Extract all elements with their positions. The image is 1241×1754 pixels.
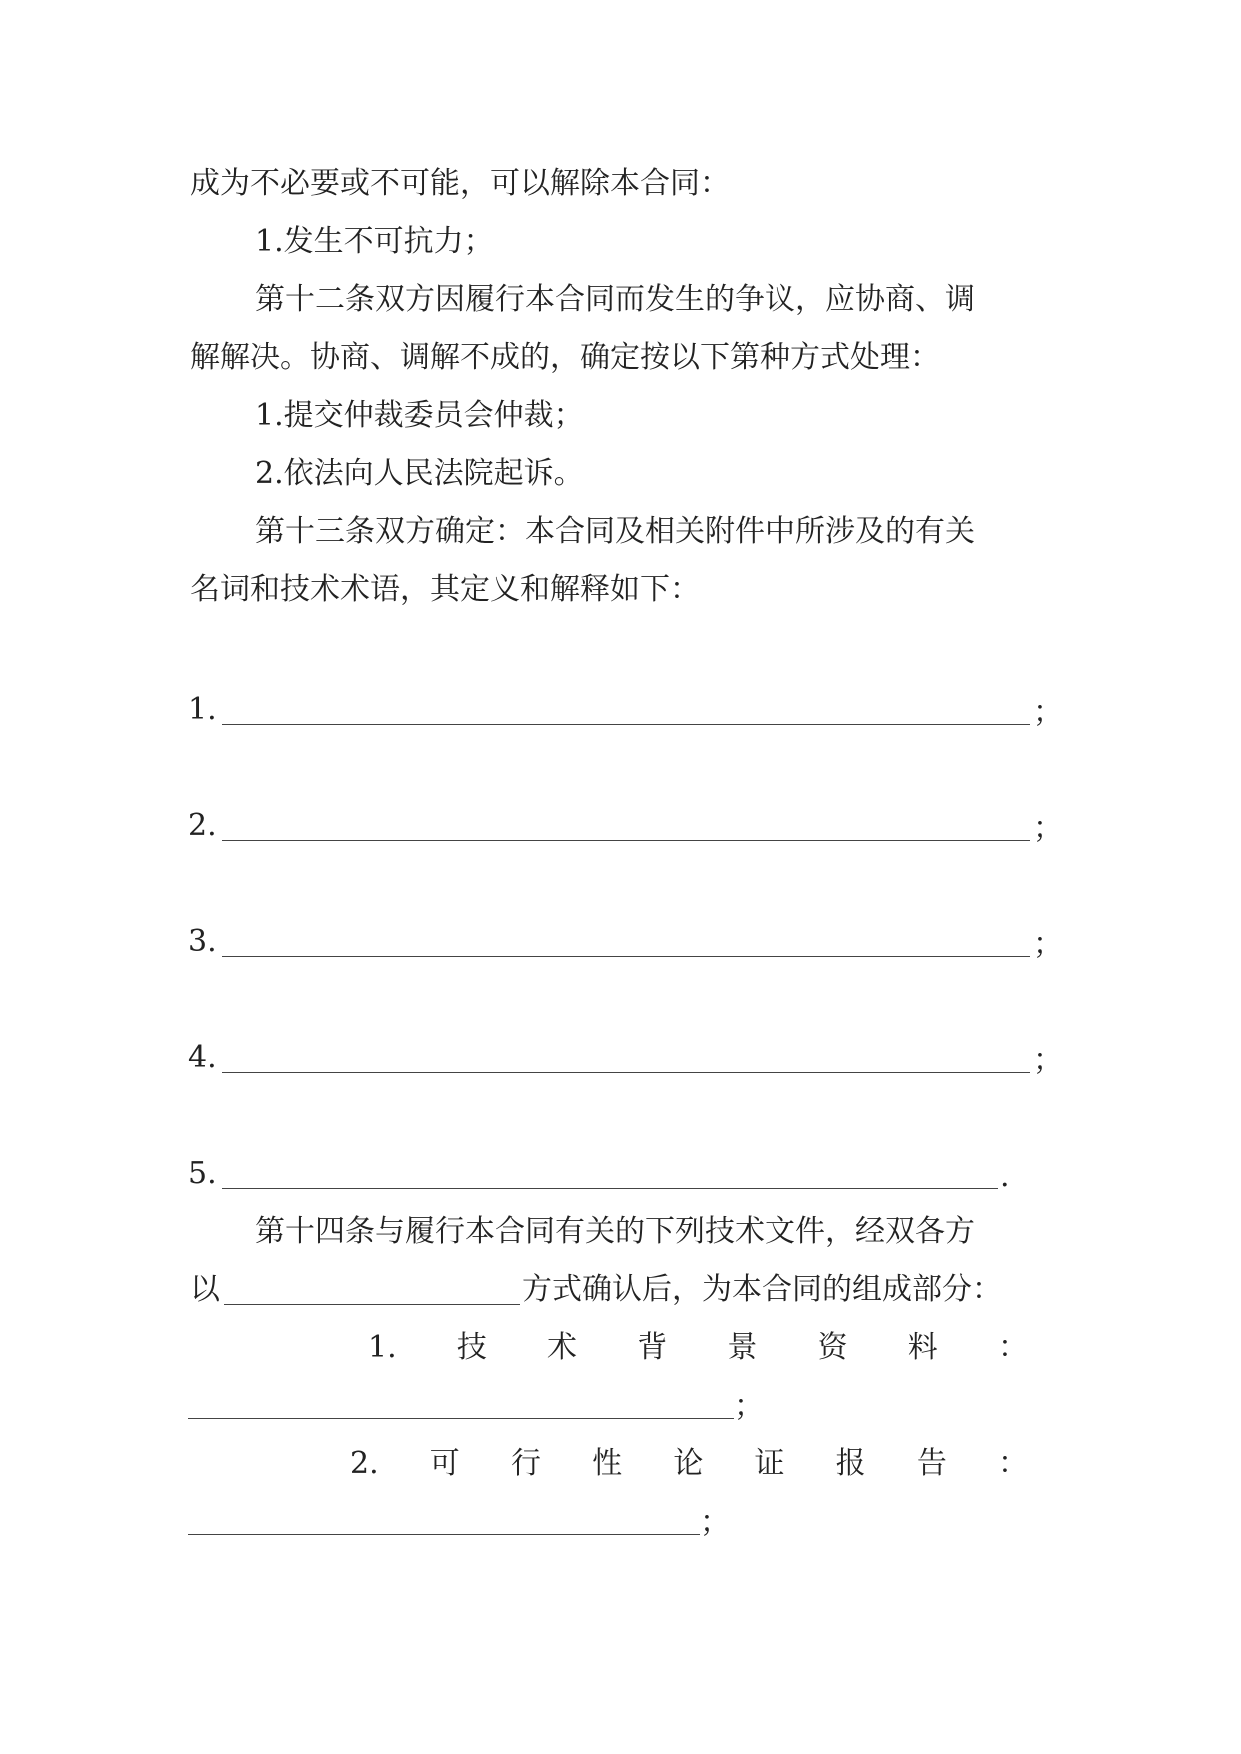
item-char: 背: [637, 1330, 668, 1365]
item-char: 证: [754, 1446, 785, 1481]
option-item: 2.依法向人民法院起诉。: [255, 456, 584, 491]
text-line: 解解决。协商、调解不成的，确定按以下第种方式处理：: [190, 340, 940, 375]
text-line: 名词和技术术语，其定义和解释如下：: [190, 572, 700, 607]
article-13-heading: 第十三条双方确定：本合同及相关附件中所涉及的有关: [255, 514, 975, 549]
item-char: 资: [817, 1330, 848, 1365]
definition-end: ；: [1033, 927, 1063, 962]
item-char: 论: [673, 1446, 704, 1481]
item-char: 景: [727, 1330, 758, 1365]
item-char: 术: [547, 1330, 577, 1365]
definition-number: 1.: [188, 692, 217, 727]
item-2-end: ；: [700, 1505, 730, 1540]
tech-doc-item-2: [350, 1444, 1028, 1484]
item-1-blank[interactable]: [188, 1418, 734, 1419]
option-item: 1.提交仲裁委员会仲裁；: [255, 398, 584, 433]
definition-number: 4.: [188, 1040, 217, 1075]
item-char: 告: [916, 1446, 947, 1481]
item-number: 2.: [350, 1446, 379, 1481]
item-char: 报: [835, 1446, 866, 1481]
item-colon: ：: [997, 1330, 1028, 1365]
article-14-prefix: 以: [190, 1272, 220, 1307]
item-char: 性: [592, 1446, 623, 1481]
item-char: 技: [456, 1330, 487, 1365]
item-char: 行: [510, 1446, 541, 1481]
definition-blank[interactable]: [222, 724, 1030, 725]
text-line: 1.发生不可抗力；: [255, 224, 494, 259]
item-colon: ：: [998, 1446, 1028, 1481]
item-number: 1.: [368, 1330, 397, 1365]
tech-doc-item-1: [368, 1328, 1028, 1368]
definition-blank[interactable]: [222, 1188, 998, 1189]
definition-end: ；: [1033, 811, 1063, 846]
item-char: 可: [429, 1446, 460, 1481]
definition-number: 3.: [188, 924, 217, 959]
definition-end: ；: [1033, 1043, 1063, 1078]
text-line: 成为不必要或不可能，可以解除本合同：: [190, 166, 730, 201]
definition-blank[interactable]: [222, 1072, 1030, 1073]
article-14-suffix: 方式确认后，为本合同的组成部分：: [522, 1272, 1002, 1307]
article-14-heading: 第十四条与履行本合同有关的下列技术文件，经双各方: [255, 1214, 975, 1249]
item-2-blank[interactable]: [188, 1534, 700, 1535]
article-12-heading: 第十二条双方因履行本合同而发生的争议，应协商、调: [255, 282, 975, 317]
item-char: 料: [907, 1330, 938, 1365]
definition-number: 5.: [188, 1156, 217, 1191]
definition-blank[interactable]: [222, 956, 1030, 957]
definition-end: ；: [1033, 695, 1063, 730]
definition-number: 2.: [188, 808, 217, 843]
definition-end: .: [1000, 1159, 1010, 1194]
definition-blank[interactable]: [222, 840, 1030, 841]
confirm-method-blank[interactable]: [224, 1304, 520, 1305]
item-1-end: ；: [734, 1389, 764, 1424]
